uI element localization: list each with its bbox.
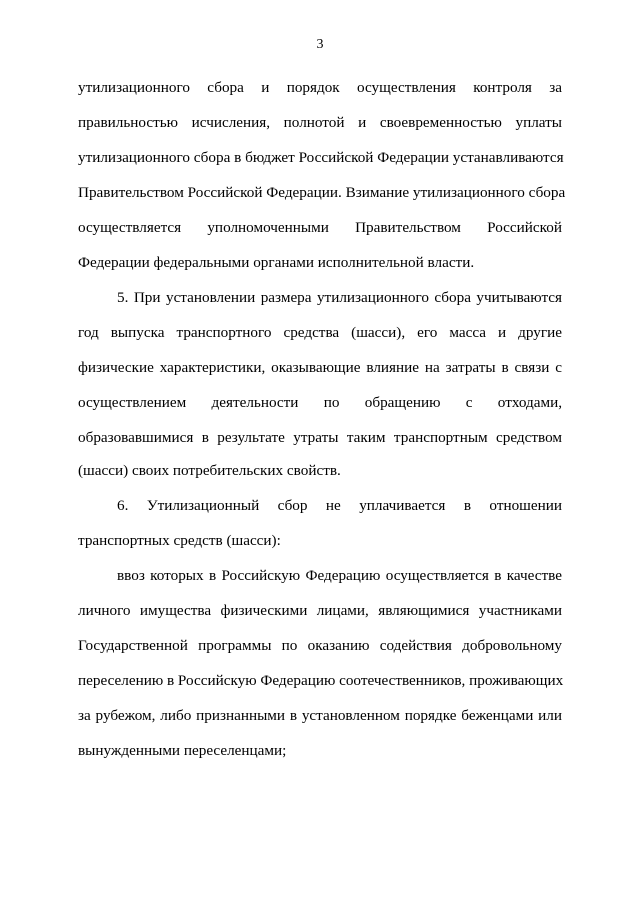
- text-line: утилизационного сбора в бюджет Российской Федерации устанавливаются: [78, 149, 564, 166]
- text-line: Правительством Российской Федерации. Взимание утилизационного сбора: [78, 184, 566, 201]
- text-line: утилизационного сбора и порядок осуществления контроля за: [78, 79, 562, 96]
- text-line: ввоз которых в Российскую Федерацию осуществляется в качестве: [117, 567, 562, 584]
- text-line: физические характеристики, оказывающие влияние на затраты в связи с: [78, 359, 562, 376]
- text-line: транспортных средств (шасси):: [78, 532, 281, 549]
- text-line: правильностью исчисления, полнотой и своевременностью уплаты: [78, 114, 562, 131]
- text-line: за рубежом, либо признанными в установленном порядке беженцами или: [78, 707, 562, 724]
- text-line: осуществлением деятельности по обращению с отходами,: [78, 394, 562, 411]
- text-line: переселению в Российскую Федерацию соотечественников, проживающих: [78, 672, 564, 689]
- text-line: Государственной программы по оказанию содействия добровольному: [78, 637, 562, 654]
- text-line: образовавшимися в результате утраты таким транспортным средством: [78, 429, 562, 446]
- text-line: год выпуска транспортного средства (шасси), его масса и другие: [78, 324, 562, 341]
- text-line: Федерации федеральными органами исполнительной власти.: [78, 254, 475, 271]
- text-line: осуществляется уполномоченными Правительством Российской: [78, 219, 562, 236]
- page-number: 3: [316, 37, 324, 52]
- text-line: 5. При установлении размера утилизационного сбора учитываются: [117, 289, 562, 306]
- text-line: вынужденными переселенцами;: [78, 742, 287, 759]
- text-line: (шасси) своих потребительских свойств.: [78, 462, 341, 479]
- text-line: личного имущества физическими лицами, являющимися участниками: [78, 602, 562, 619]
- text-line: 6. Утилизационный сбор не уплачивается в отношении: [117, 497, 562, 514]
